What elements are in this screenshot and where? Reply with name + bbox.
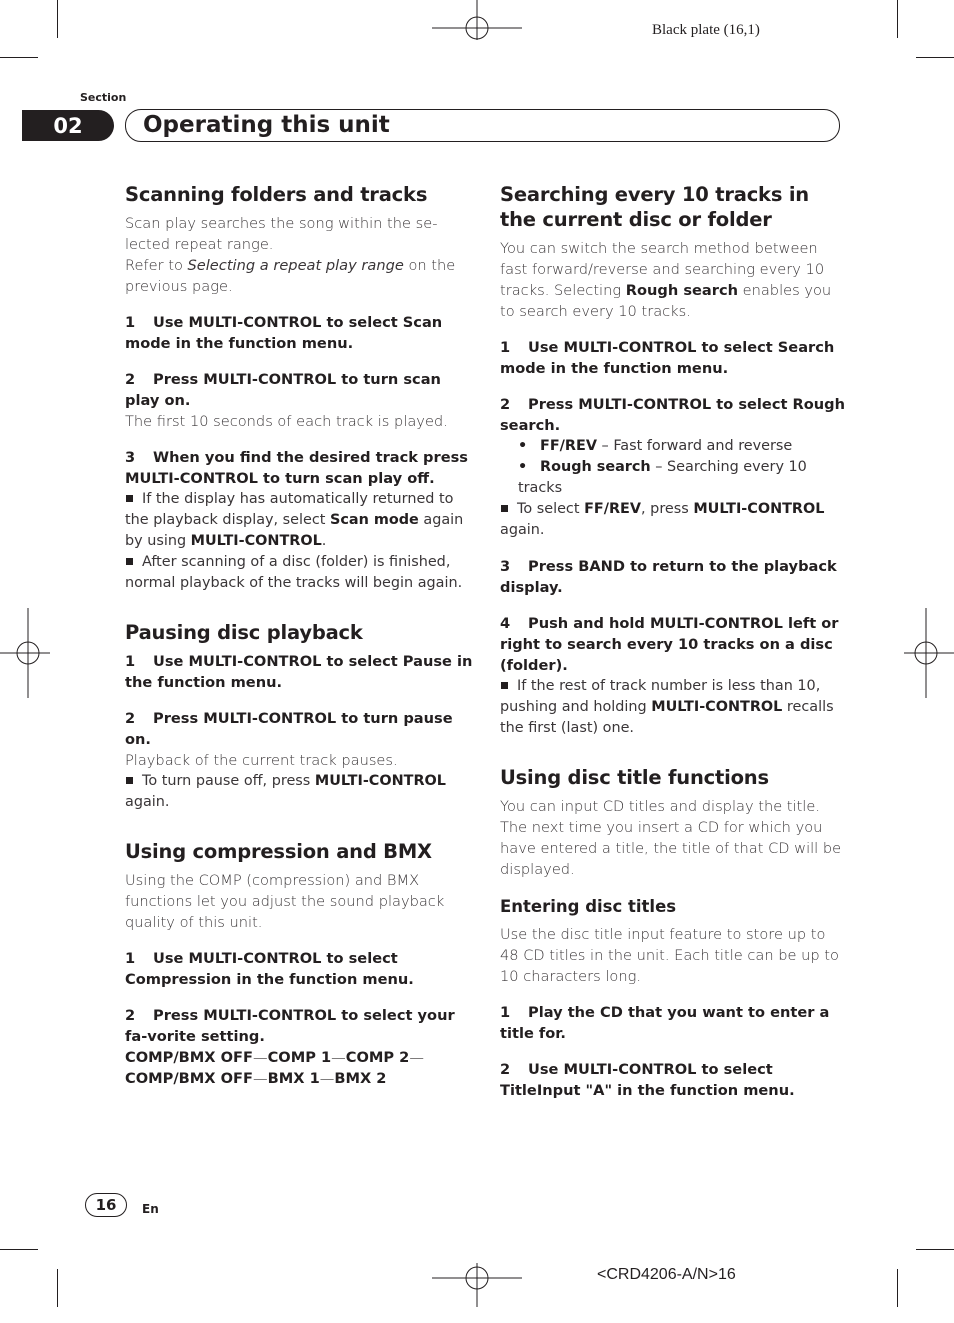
entering-intro: Use the disc title input feature to store up to 48 CD titles in the unit. Each title can be up to 10 characters long. (500, 926, 839, 985)
heading-scanning: Scanning folders and tracks (125, 183, 428, 206)
square-bullet-icon (126, 777, 133, 784)
crop-mark (57, 0, 58, 38)
pause-step-2: 2 Press MULTI-CONTROL to turn pause on. (125, 710, 453, 748)
heading-entering-disc-titles: Entering disc titles (500, 897, 677, 916)
pause-note: To turn pause off, press MULTI-CONTROL again. (125, 773, 446, 810)
right-column (500, 182, 845, 1101)
reference-link-text: Selecting a repeat play range (187, 257, 404, 274)
square-bullet-icon (501, 682, 508, 689)
search10-note: To select FF/REV, press MULTI-CONTROL again. (500, 501, 825, 538)
crop-mark (897, 0, 898, 38)
section-number-badge: 02 (22, 110, 114, 141)
search10-intro: You can switch the search method between fast forward/reverse and searching every 10 tracks. Selecting Rough search enables you to search every 10 tracks. (500, 240, 832, 320)
bullet-rough-search: • Rough search – Searching every 10 tracks (518, 459, 807, 496)
left-column (125, 182, 475, 1089)
crop-mark (57, 1269, 58, 1307)
bullet-dot-icon: • (518, 459, 528, 475)
language-label: En (142, 1202, 159, 1216)
registration-mark-icon (0, 608, 90, 698)
heading-pausing: Pausing disc playback (125, 621, 363, 644)
crop-mark (916, 1249, 954, 1250)
search10-step-4: 4 Push and hold MULTI-CONTROL left or right to search every 10 tracks on a disc (folder). (500, 615, 839, 674)
scan-step-2-desc: The first 10 seconds of each track is played. (125, 413, 448, 430)
document-code: <CRD4206-A/N>16 (597, 1266, 736, 1283)
comp-sequence: COMP/BMX OFF—COMP 1—COMP 2— COMP/BMX OFF—BMX 1—BMX 2 (125, 1049, 424, 1087)
search10-step-2: 2 Press MULTI-CONTROL to select Rough search. (500, 396, 846, 434)
disc-title-intro: You can input CD titles and display the title. The next time you insert a CD for which you have entered a title, the title of that CD will be displayed. (500, 798, 842, 878)
disc-title-step-2: 2 Use MULTI-CONTROL to select TitleInput "A" in the function menu. (500, 1061, 795, 1099)
registration-mark-icon (432, 0, 522, 90)
square-bullet-icon (501, 505, 508, 512)
pause-step-2-desc: Playback of the current track pauses. (125, 752, 398, 769)
page-number: 16 (85, 1193, 127, 1217)
plate-label: Black plate (16,1) (652, 22, 760, 38)
search10-note-2: If the rest of track number is less than 10, pushing and holding MULTI-CONTROL recalls the first (last) one. (500, 678, 834, 736)
scan-step-1: 1 Use MULTI-CONTROL to select Scan mode in the function menu. (125, 314, 443, 352)
scan-refer: Refer to Selecting a repeat play range on the previous page. (125, 257, 456, 295)
square-bullet-icon (126, 495, 133, 502)
scan-intro: Scan play searches the song within the se-lected repeat range. (125, 215, 438, 253)
bullet-ff-rev: • FF/REV – Fast forward and reverse (500, 436, 845, 457)
comp-step-2: 2 Press MULTI-CONTROL to select your fa-vorite setting. (125, 1007, 455, 1045)
scan-step-3: 3 When you find the desired track press MULTI-CONTROL to turn scan play off. (125, 449, 468, 487)
scan-note-1: If the display has automatically returned to the playback display, select Scan mode again by using MULTI-CONTROL. (125, 491, 464, 549)
search10-step-3: 3 Press BAND to return to the playback display. (500, 558, 837, 596)
heading-compression: Using compression and BMX (125, 840, 432, 863)
heading-disc-title: Using disc title functions (500, 766, 769, 789)
section-title: Operating this unit (143, 112, 390, 138)
registration-mark-icon (432, 1233, 522, 1323)
comp-intro: Using the COMP (compression) and BMX functions let you adjust the sound playback quality of this unit. (125, 872, 445, 931)
crop-mark (897, 1269, 898, 1307)
comp-step-1: 1 Use MULTI-CONTROL to select Compression in the function menu. (125, 950, 414, 988)
heading-search-10: Searching every 10 tracks in the current disc or folder (500, 183, 809, 231)
crop-mark (916, 57, 954, 58)
bullet-dot-icon: • (518, 438, 528, 454)
square-bullet-icon (126, 558, 133, 565)
registration-mark-icon (864, 608, 954, 698)
scan-step-2: 2 Press MULTI-CONTROL to turn scan play on. (125, 371, 441, 409)
crop-mark (0, 1249, 38, 1250)
pause-step-1: 1 Use MULTI-CONTROL to select Pause in the function menu. (125, 653, 473, 691)
scan-note-2: After scanning of a disc (folder) is finished, normal playback of the tracks will begin again. (125, 554, 463, 591)
section-title-box (125, 109, 840, 142)
disc-title-step-1: 1 Play the CD that you want to enter a title for. (500, 1004, 830, 1042)
search10-step-1: 1 Use MULTI-CONTROL to select Search mode in the function menu. (500, 339, 835, 377)
section-label: Section (80, 91, 127, 104)
crop-mark (0, 57, 38, 58)
